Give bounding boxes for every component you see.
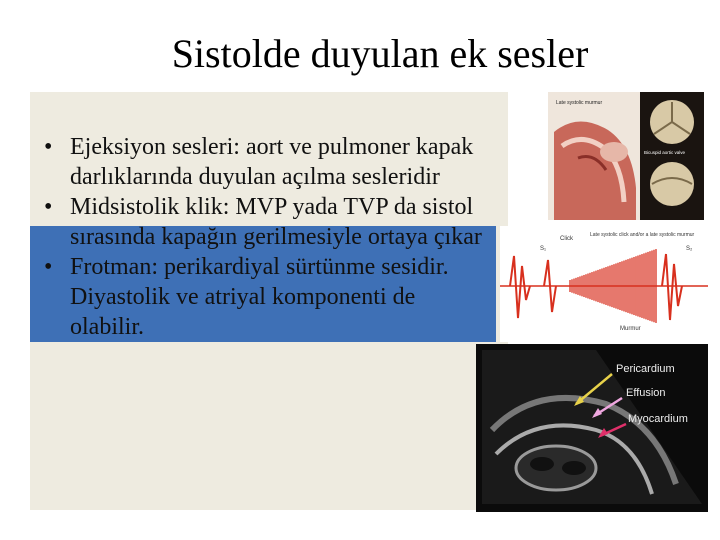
wave-label: S₂ (686, 246, 693, 252)
heart-valve-illustration (548, 92, 704, 220)
valve-label: Bicuspid aortic valve (644, 150, 686, 155)
phonocardiogram-image (500, 226, 708, 342)
bullet-item: • Ejeksiyon sesleri: aort ve pulmoner kapak darlıklarında duyulan açılma sesleridir (36, 132, 486, 192)
slide-title: Sistolde duyulan ek sesler (171, 31, 589, 76)
echo-label: Myocardium (628, 413, 688, 425)
valve-label: Late systolic murmur (556, 100, 603, 106)
bullet-list (36, 132, 486, 342)
echo-label: Pericardium (616, 363, 675, 375)
echo-label: Effusion (626, 387, 666, 399)
bullet-item: • Midsistolik klik: MVP yada TVP da sistol sırasında kapağın gerilmesiyle ortaya çıkar (36, 192, 486, 252)
wave-label: Murmur (620, 326, 641, 332)
bullet-item: • Frotman: perikardiyal sürtünme sesidir. Diyastolik ve atriyal komponenti de olabilir. (36, 252, 486, 342)
wave-label: Click (560, 236, 573, 242)
wave-label: S₁ (540, 246, 547, 252)
echocardiogram-image (476, 344, 708, 512)
wave-label: Late systolic click and/or a late systolic murmur (590, 232, 695, 238)
